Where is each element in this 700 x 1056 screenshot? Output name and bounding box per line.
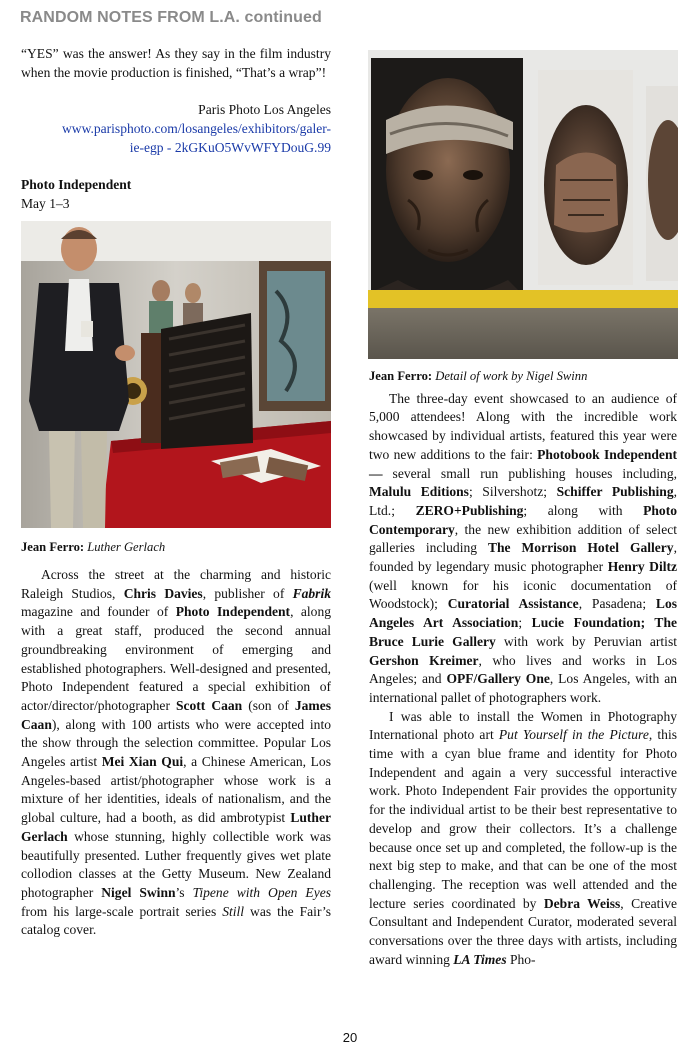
section-dates: May 1–3 bbox=[21, 195, 70, 211]
caption-1-text: Luther Gerlach bbox=[87, 540, 166, 555]
running-header: RANDOM NOTES FROM L.A. continued bbox=[20, 9, 322, 26]
event-url-line-1[interactable]: www.parisphoto.com/losangeles/exhibitors/galer- bbox=[62, 120, 331, 136]
nigel-swinn-portraits-photo bbox=[368, 50, 678, 359]
body-paragraph-2: The three-day event showcased to an audience of 5,000 attendees! Along with the incredible work showcased by individual artists, featured this year were two new additions to the fair: Photobook Independent — several small run publishing houses including, Malulu Editions; Silvershotz; Schiffer Publishing, Ltd.; ZERO+Publishing; along with Photo Contemporary, the new exhibition addition of select galleries including The Morrison Hotel Gallery, founded by legendary music photographer Henry Diltz (well known for his iconic documentation of Woodstock); Curatorial Assistance, Pasadena; Los Angeles Art Association; Lucie Foundation; The Bruce Lurie Gallery with work by Peruvian artist Gershon Kreimer, who lives and works in Los Angeles; and OPF/Gallery One, Los Angeles, with an international pallet of photographers work. bbox=[369, 390, 677, 705]
caption-1-credit: Jean Ferro: bbox=[21, 540, 85, 555]
left-column bbox=[21, 45, 331, 940]
right-column bbox=[369, 367, 677, 970]
event-name: Paris Photo Los Angeles bbox=[198, 102, 331, 118]
caption-2-credit: Jean Ferro: bbox=[369, 369, 433, 383]
luther-gerlach-photo bbox=[21, 221, 331, 528]
caption-2-text: Detail of work by Nigel Swinn bbox=[435, 369, 588, 383]
body-paragraph-1: Across the street at the charming and historic Raleigh Studios, Chris Davies, publisher of Fabrik magazine and founder of Photo Independent, along with a great staff, produced the second annual groundbreaking environment of emerging and established photographers. Well-designed and presented, Photo Independent featured a special exhibition of actor/director/photographer Scott Caan (son of James Caan), along with 100 artists who were accepted into the show through the selection committee. Popular Los Angeles artist Mei Xian Qui, a Chinese American, Los Angeles-based artist/photographer whose work is a mixture of her identities, ideals of nationalism, and the global culture, had a booth, as did ambrotypist Luther Gerlach whose stunning, highly collectible work was beautifully presented. Luther frequently gives wet plate collodion classes at the Getty Museum. New Zealand photographer Nigel Swinn’s Tipene with Open Eyes from his large-scale portrait series Still was the Fair’s catalog cover. bbox=[21, 567, 332, 938]
intro-paragraph: “YES” was the answer! As they say in the film industry when the movie production is finished, “That’s a wrap”! bbox=[21, 46, 331, 80]
page-number: 20 bbox=[342, 1030, 358, 1045]
body-paragraph-3: I was able to install the Women in Photography International photo art Put Yourself in the Picture, this time with a cyan blue frame and identity for Photo Independent and again a very successful interactive work. Photo Independent Fair provides the opportunity for the individual artist to be their best representative to develop and grow their collectors. It’s a challenge because once set up and completed, the follow-up is the next big step to make, and that can be one of the most challenging. The reception was well attended and the lecture series coordinated by Debra Weiss, Creative Consultant and Independent Curator, moderated several conversations over the three days with artists, including award winning LA Times Pho- bbox=[369, 708, 677, 967]
event-url-line-2[interactable]: ie-egp - 2kGKuO5WvWFYDouG.99 bbox=[129, 139, 331, 155]
section-title: Photo Independent bbox=[21, 176, 132, 192]
